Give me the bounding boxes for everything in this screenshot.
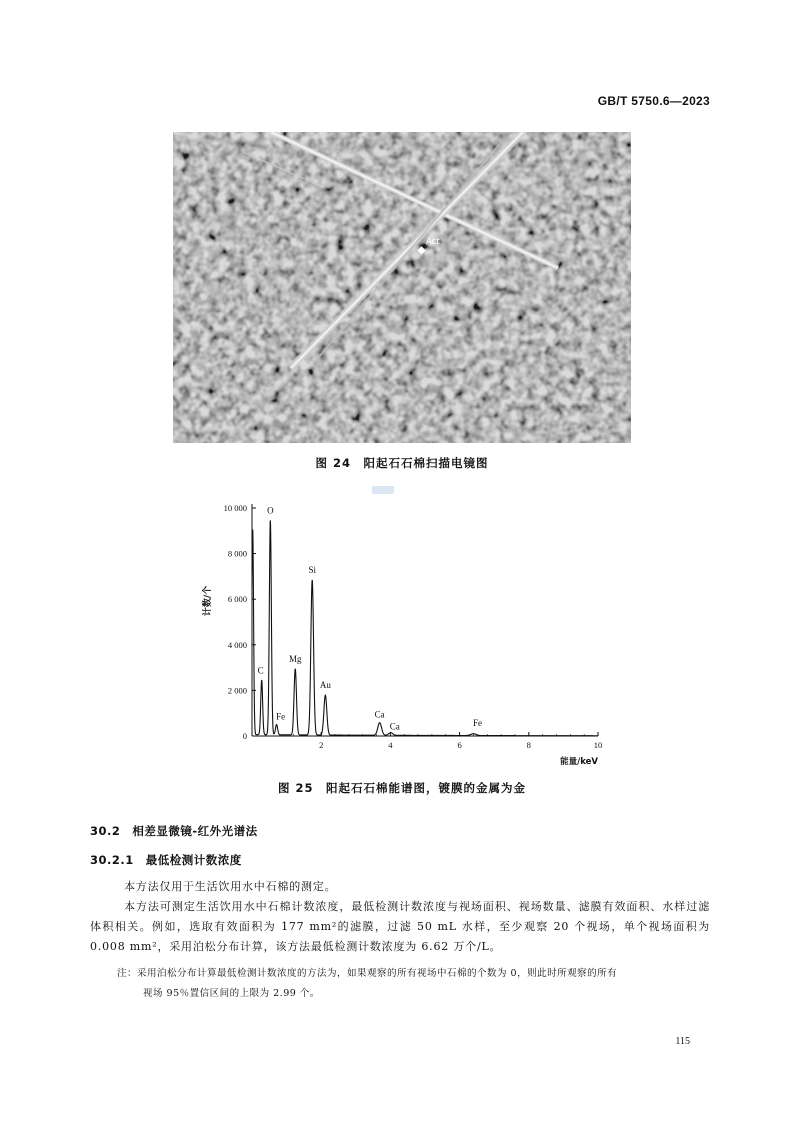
spectrum-line — [252, 520, 598, 735]
page-number: 115 — [675, 1036, 690, 1047]
chart-axes — [252, 504, 598, 736]
peak-label-si: Si — [308, 564, 316, 575]
x-tick-label: 6 — [457, 740, 462, 750]
figure-25-caption: 图 25 阳起石石棉能谱图，镀膜的金属为金 — [277, 781, 526, 795]
y-tick-label: 4 000 — [227, 639, 247, 650]
peak-label-ca: Ca — [389, 721, 400, 732]
peak-label-au: Au — [319, 680, 331, 691]
peak-label-fe: Fe — [472, 718, 482, 729]
standard-code: GB/T 5750.6—2023 — [597, 94, 710, 108]
section-heading-30-2-1: 30.2.1 最低检测计数浓度 — [90, 853, 242, 867]
y-axis-label: 计数/个 — [203, 585, 213, 617]
note-line-1: 注：采用泊松分布计算最低检测计数浓度的方法为，如果观察的所有视场中石棉的个数为 0，则此时所观察的所有 — [117, 968, 618, 979]
paragraph-scope: 本方法仅用于生活饮用水中石棉的测定。 — [124, 880, 337, 893]
y-tick-label: 10 000 — [223, 503, 247, 513]
x-tick-label: 2 — [319, 740, 324, 750]
paragraph-detection-limit: 本方法可测定生活饮用水中石棉计数浓度，最低检测计数浓度与视场面积、视场数量、滤膜有效面积、水样过滤体积相关。例如，选取有效面积为 177 mm²的滤膜，过滤 50 mL 水样，至少观察 20 个视场，单个视场面积为 0.008 mm²，采用泊松分布计算，该方法最低检测计数浓度为 6.62 万个/L。 — [90, 900, 710, 953]
y-tick-label: 0 — [242, 731, 247, 741]
peak-label-fe: Fe — [276, 711, 286, 722]
x-axis-label: 能量/keV — [560, 757, 598, 767]
x-tick-label: 8 — [526, 740, 531, 750]
section-heading-30-2: 30.2 相差显微镜-红外光谱法 — [90, 824, 258, 838]
y-tick-label: 6 000 — [227, 594, 247, 605]
peak-label-c: C — [257, 665, 264, 676]
marker-label: Act — [426, 237, 440, 247]
peak-labels — [258, 506, 482, 732]
x-tick-label: 4 — [388, 740, 393, 750]
figure-24-caption: 图 24 阳起石石棉扫描电镜图 — [315, 456, 489, 470]
peak-label-ca: Ca — [374, 709, 385, 720]
x-tick-label: 10 — [593, 740, 603, 750]
eds-spectrum-chart — [192, 486, 622, 771]
sem-image — [173, 132, 631, 443]
y-tick-label: 8 000 — [227, 548, 247, 559]
peak-label-o: O — [267, 505, 274, 516]
watermark-logo — [372, 486, 394, 494]
y-tick-label: 2 000 — [227, 685, 247, 696]
peak-label-mg: Mg — [288, 653, 302, 664]
note-line-2: 视场 95％置信区间的上限为 2.99 个。 — [143, 988, 320, 999]
